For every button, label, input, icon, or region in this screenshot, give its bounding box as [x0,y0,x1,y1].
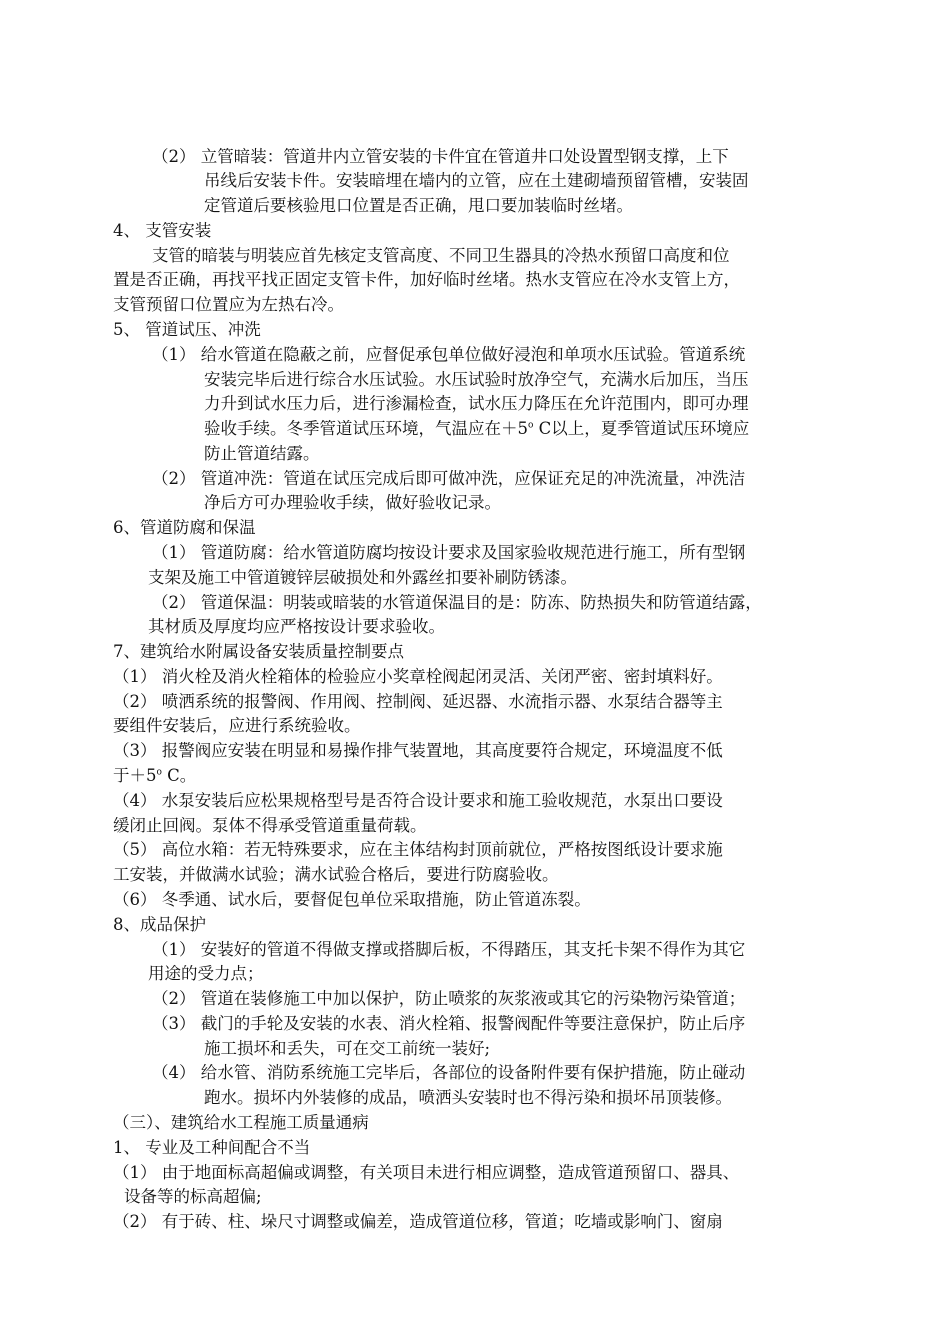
text-line: 定管道后要核验甩口位置是否正确，甩口要加装临时丝堵。 [204,196,633,215]
section-heading: （三）、建筑给水工程施工质量通病 [113,1113,369,1132]
text-line: 跑水。损坏内外装修的成品，喷洒头安装时也不得污染和损坏吊顶装修。 [204,1088,732,1107]
text-line: （6） 冬季通、试水后，要督促包单位采取措施，防止管道冻裂。 [113,890,591,909]
text-line: 净后方可办理验收手续，做好验收记录。 [204,493,501,512]
text-line: 防止管道结露。 [204,444,320,463]
text-line: （1） 给水管道在隐蔽之前，应督促承包单位做好浸泡和单项水压试验。管道系统 [152,345,746,364]
text-line: 要组件安装后，应进行系统验收。 [113,716,361,735]
section-heading: 4、 支管安装 [113,221,212,240]
section-heading: 6、管道防腐和保温 [113,518,256,537]
text-line: （2） 立管暗装：管道井内立管安装的卡件宜在管道井口处设置型钢支撑，上下 [152,147,729,166]
text-line: 支架及施工中管道镀锌层破损处和外露丝扣要补刷防锈漆。 [148,568,577,587]
section-heading: 7、建筑给水附属设备安装质量控制要点 [113,642,404,661]
text-line: （2） 管道冲洗：管道在试压完成后即可做冲洗，应保证充足的冲洗流量，冲洗洁 [152,469,746,488]
text-line: 缓闭止回阀。泵体不得承受管道重量荷载。 [113,816,427,835]
text-line: （2） 管道在装修施工中加以保护，防止喷浆的灰浆液或其它的污染物污染管道； [152,989,746,1008]
text-line: （3） 截门的手轮及安装的水表、消火栓箱、报警阀配件等要注意保护，防止后序 [152,1014,746,1033]
text-line: 支管的暗装与明装应首先核定支管高度、不同卫生器具的冷热水预留口高度和位 [152,246,730,265]
text-line: （1） 安装好的管道不得做支撑或搭脚后板，不得踏压，其支托卡架不得作为其它 [152,940,746,959]
section-heading: 5、 管道试压、冲洗 [113,320,261,339]
text-line: 设备等的标高超偏; [124,1187,262,1206]
text-line: （4） 水泵安装后应松果规格型号是否符合设计要求和施工验收规范，水泵出口要设 [113,791,723,810]
text-line: 工安装，并做满水试验；满水试验合格后，要进行防腐验收。 [113,865,559,884]
text-line: 验收手续。冬季管道试压环境，气温应在$+5^o$ C以上，夏季管道试压环境应 [204,419,750,438]
text-line: 置是否正确，再找平找正固定支管卡件，加好临时丝堵。热水支管应在冷水支管上方， [113,270,740,289]
section-heading: 1、 专业及工种间配合不当 [113,1138,311,1157]
section-heading: 8、成品保护 [113,915,206,934]
text-line: （2） 喷洒系统的报警阀、作用阀、控制阀、延迟器、水流指示器、水泵结合器等主 [113,692,723,711]
text-line: 吊线后安装卡件。安装暗埋在墙内的立管，应在土建砌墙预留管槽，安装固 [204,171,749,190]
text-line: （1） 消火栓及消火栓箱体的检验应小奖章栓阀起闭灵活、关闭严密、密封填料好。 [113,667,723,686]
text-line: 施工损坏和丢失，可在交工前统一装好; [204,1039,491,1058]
text-line: （5） 高位水箱：若无特殊要求，应在主体结构封顶前就位，严格按图纸设计要求施 [113,840,723,859]
text-line: （1） 由于地面标高超偏或调整，有关项目未进行相应调整，造成管道预留口、器具、 [113,1163,740,1182]
text-line: 力升到试水压力后，进行渗漏检查，试水压力降压在允许范围内，即可办理 [204,394,749,413]
text-line: （1） 管道防腐：给水管道防腐均按设计要求及国家验收规范进行施工，所有型钢 [152,543,746,562]
text-line: （3） 报警阀应安装在明显和易操作排气装置地，其高度要符合规定，环境温度不低 [113,741,723,760]
text-line: （4） 给水管、消防系统施工完毕后，各部位的设备附件要有保护措施，防止碰动 [152,1063,746,1082]
text-line: 安装完毕后进行综合水压试验。水压试验时放净空气，充满水后加压，当压 [204,370,749,389]
text-line: 支管预留口位置应为左热右冷。 [113,295,344,314]
text-line: 其材质及厚度均应严格按设计要求验收。 [148,617,445,636]
text-line: （2） 管道保温：明装或暗装的水管道保温目的是：防冻、防热损失和防管道结露， [152,593,762,612]
text-line: 用途的受力点； [148,964,264,983]
text-line: （2） 有于砖、柱、垛尺寸调整或偏差，造成管道位移，管道；吃墙或影响门、窗扇 [113,1212,723,1231]
text-line: 于$+5^o$ C。 [113,766,197,785]
